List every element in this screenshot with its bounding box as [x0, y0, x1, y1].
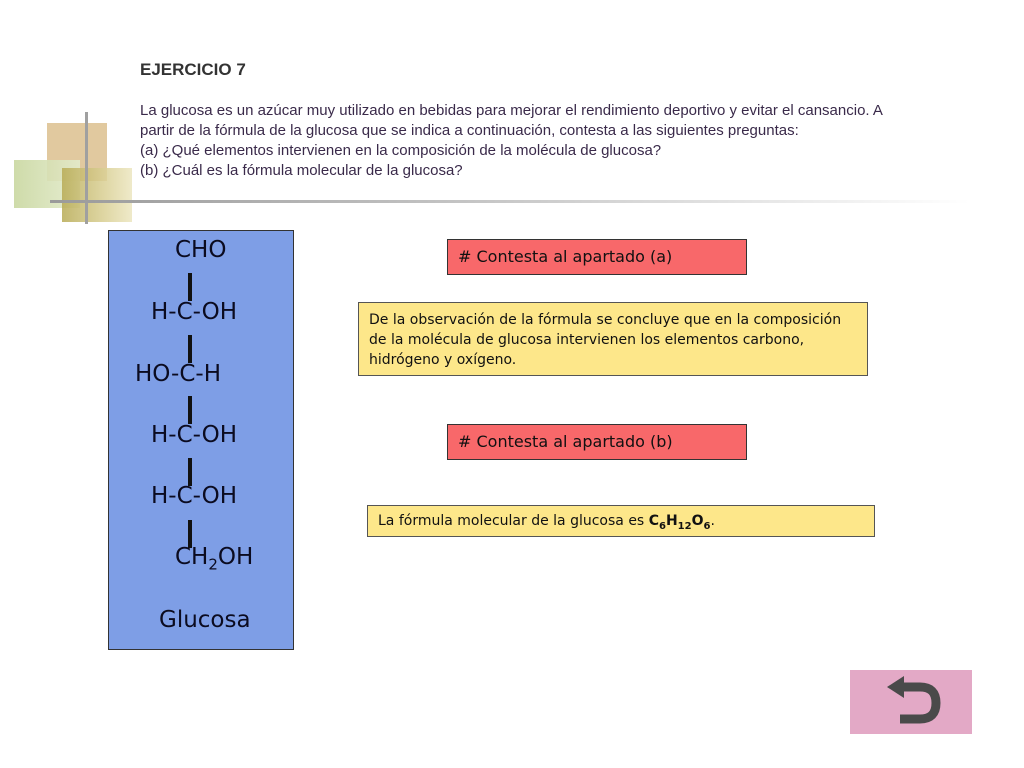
structure-group: HO-C-H	[135, 361, 221, 387]
bond-line	[188, 273, 192, 301]
answer-a-label: # Contesta al apartado (a)	[447, 239, 747, 275]
question-b: (b) ¿Cuál es la fórmula molecular de la glucosa?	[140, 162, 463, 179]
molecular-formula: $C_6H_{12}O_6$	[648, 513, 711, 532]
statement-line: La glucosa es un azúcar muy utilizado en bebidas para mejorar el rendimiento deportivo y evitar el cansancio. A	[140, 102, 883, 119]
structure-group: H-C-OH	[151, 299, 237, 325]
answer-b-text: La fórmula molecular de la glucosa es $C_6H_{12}O_6$.	[367, 505, 875, 537]
structure-group: CHO	[175, 237, 227, 263]
bond-line	[188, 458, 192, 486]
decorative-divider-line	[50, 200, 970, 203]
answer-b-label: # Contesta al apartado (b)	[447, 424, 747, 460]
statement-line: partir de la fórmula de la glucosa que se indica a continuación, contesta a las siguientes preguntas:	[140, 122, 799, 139]
molecule-name: Glucosa	[159, 607, 251, 633]
glucose-structure-panel	[108, 230, 294, 650]
exercise-title: EJERCICIO 7	[140, 60, 246, 79]
decorative-square-olive	[62, 168, 132, 222]
return-arrow-icon	[850, 670, 972, 734]
structure-group: H-C-OH	[151, 483, 237, 509]
bond-line	[188, 396, 192, 424]
back-button[interactable]	[850, 670, 972, 734]
decorative-vertical-line	[85, 112, 88, 224]
question-a: (a) ¿Qué elementos intervienen en la composición de la molécula de glucosa?	[140, 142, 662, 159]
exercise-statement	[140, 101, 1000, 181]
structure-group-ch2oh: $CH_2OH$	[175, 544, 254, 574]
structure-group: H-C-OH	[151, 422, 237, 448]
answer-a-text: De la observación de la fórmula se concluye que en la composición de la molécula de glucosa intervienen los elementos carbono, hidrógeno y oxígeno.	[358, 302, 868, 376]
bond-line	[188, 335, 192, 363]
